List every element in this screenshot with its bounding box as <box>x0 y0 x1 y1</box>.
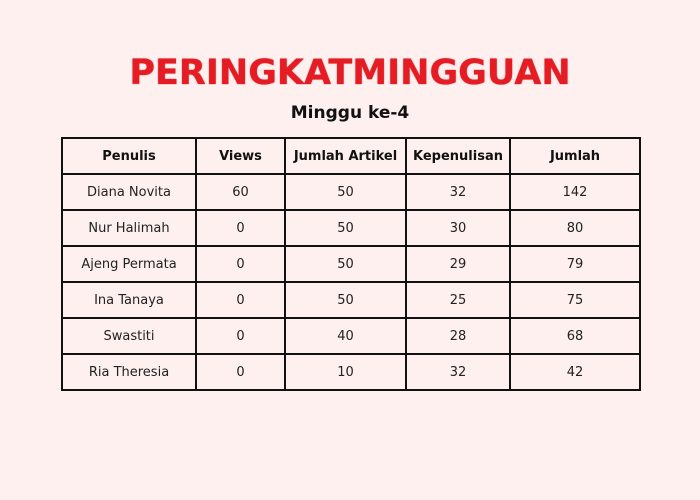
header-jumlah-artikel: Jumlah Artikel <box>285 138 406 174</box>
ranking-table <box>61 137 641 391</box>
header-kepenulisan: Kepenulisan <box>406 138 510 174</box>
cell-views: 0 <box>196 246 285 282</box>
cell-jumlah: 42 <box>510 354 640 390</box>
cell-views: 0 <box>196 318 285 354</box>
cell-jumlah: 142 <box>510 174 640 210</box>
cell-kepenulisan: 25 <box>406 282 510 318</box>
table-row <box>62 354 640 390</box>
cell-penulis: Swastiti <box>62 318 196 354</box>
cell-penulis: Ajeng Permata <box>62 246 196 282</box>
cell-views: 0 <box>196 210 285 246</box>
cell-kepenulisan: 32 <box>406 174 510 210</box>
cell-jumlah: 75 <box>510 282 640 318</box>
table-row <box>62 282 640 318</box>
cell-jumlah-artikel: 50 <box>285 174 406 210</box>
table-row <box>62 174 640 210</box>
cell-views: 60 <box>196 174 285 210</box>
cell-jumlah-artikel: 50 <box>285 282 406 318</box>
cell-kepenulisan: 28 <box>406 318 510 354</box>
page-subtitle: Minggu ke-4 <box>290 103 410 123</box>
header-jumlah: Jumlah <box>510 138 640 174</box>
cell-jumlah: 79 <box>510 246 640 282</box>
cell-kepenulisan: 32 <box>406 354 510 390</box>
cell-jumlah: 68 <box>510 318 640 354</box>
cell-jumlah-artikel: 50 <box>285 210 406 246</box>
cell-kepenulisan: 30 <box>406 210 510 246</box>
cell-jumlah: 80 <box>510 210 640 246</box>
cell-penulis: Nur Halimah <box>62 210 196 246</box>
page-title: PERINGKATMINGGUAN <box>129 53 571 93</box>
cell-penulis: Diana Novita <box>62 174 196 210</box>
table-row <box>62 246 640 282</box>
header-penulis: Penulis <box>62 138 196 174</box>
table-header-row <box>62 138 640 174</box>
cell-jumlah-artikel: 40 <box>285 318 406 354</box>
cell-views: 0 <box>196 354 285 390</box>
cell-kepenulisan: 29 <box>406 246 510 282</box>
cell-views: 0 <box>196 282 285 318</box>
cell-jumlah-artikel: 10 <box>285 354 406 390</box>
cell-penulis: Ria Theresia <box>62 354 196 390</box>
cell-penulis: Ina Tanaya <box>62 282 196 318</box>
table-row <box>62 318 640 354</box>
cell-jumlah-artikel: 50 <box>285 246 406 282</box>
header-views: Views <box>196 138 285 174</box>
table-row <box>62 210 640 246</box>
